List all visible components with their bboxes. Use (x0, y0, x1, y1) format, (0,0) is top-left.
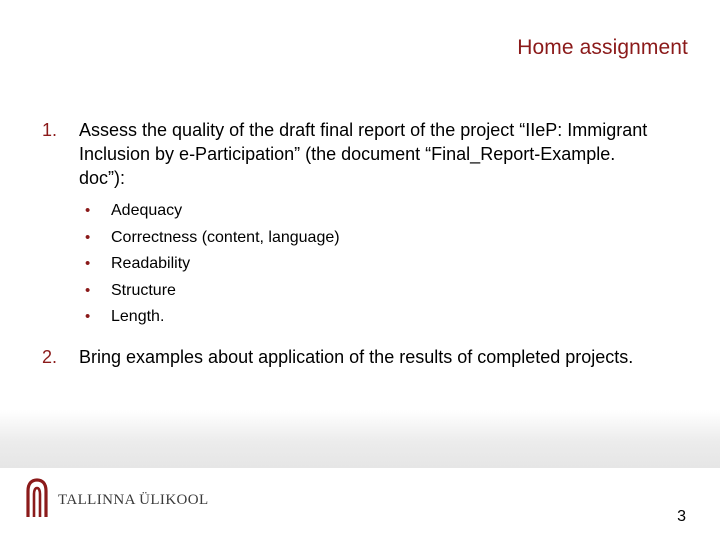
bullet-icon: • (85, 228, 91, 246)
bullet-icon: • (85, 308, 91, 325)
bullet-icon: • (85, 255, 91, 272)
list-item (85, 225, 662, 252)
bullet-text: Structure (111, 281, 176, 299)
bullet-text: Length. (111, 308, 165, 325)
list-item (42, 118, 662, 331)
bullet-text: Correctness (content, language) (111, 228, 340, 246)
list-item (85, 278, 662, 305)
list-item (85, 198, 662, 225)
university-name: TALLINNA ÜLIKOOL (58, 491, 209, 508)
item-text: Assess the quality of the draft final report of the project “IIeP: Immigrant Inclusion by e-Participation” (the document “Final_Report-Example. doc”): (79, 120, 648, 188)
slide-content (42, 118, 662, 369)
bullet-text: Adequacy (111, 202, 183, 219)
list-item (85, 251, 662, 278)
list-item (85, 304, 662, 331)
tallinn-university-emblem-icon (25, 478, 49, 518)
university-logo (25, 478, 209, 518)
slide-title: Home assignment (517, 36, 688, 59)
bullet-icon: • (85, 202, 91, 219)
bullet-icon: • (85, 281, 91, 299)
criteria-list (79, 198, 662, 331)
bullet-text: Readability (111, 255, 191, 272)
footer-band (0, 410, 720, 468)
page-number: 3 (677, 508, 686, 525)
item-number: 1. (42, 120, 58, 140)
list-item (42, 345, 662, 369)
item-number: 2. (42, 346, 58, 367)
item-text: Bring examples about application of the results of completed projects. (79, 346, 634, 367)
